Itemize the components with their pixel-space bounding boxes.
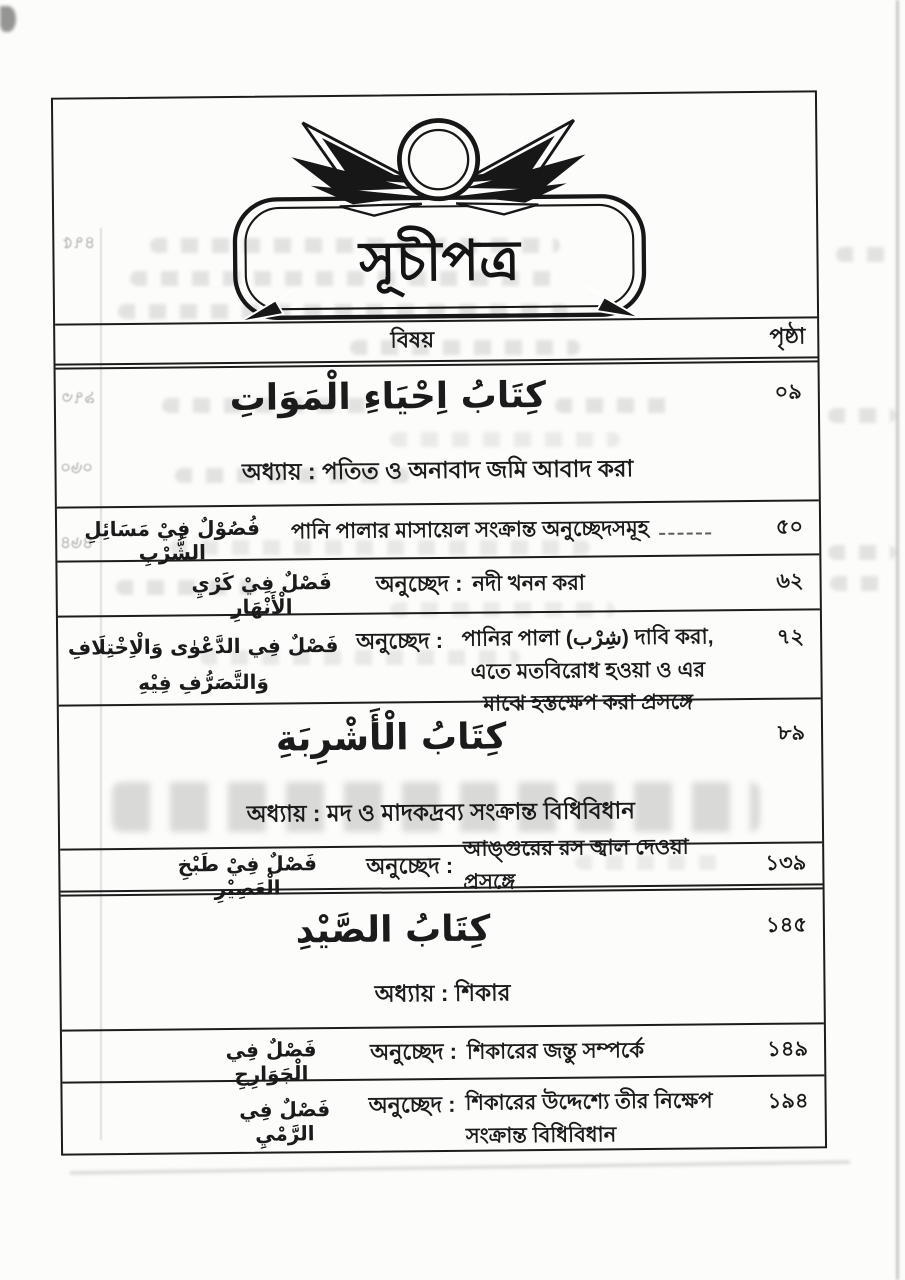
- entry-label: অনুচ্ছেদ :: [366, 852, 454, 879]
- paper-edge-shadow: [896, 0, 899, 1280]
- emblem-section: [53, 92, 817, 323]
- toc-sheet: [51, 90, 827, 1155]
- toc-entry-row: [62, 1024, 824, 1086]
- toc-emblem-graphic: [218, 108, 660, 324]
- scan-corner-smudge: [0, 6, 16, 32]
- page-number: ১৩৯: [765, 850, 807, 875]
- toc-book-block: [56, 362, 819, 508]
- page-number: ১৪৯: [767, 1036, 809, 1061]
- toc-table: [51, 90, 827, 1155]
- entry-description: পানির পালা (شِرْب) দাবি করা, এতে মতবিরোধ হওয়া ও এর মাঝে হস্তক্ষেপ করা প্রসঙ্গে: [461, 625, 714, 716]
- ghost-text-smudge: [828, 408, 896, 423]
- toc-entry-row: [57, 555, 819, 617]
- ghost-text-smudge: [830, 576, 890, 591]
- book-title-arabic: كِتَابُ الْأَشْرِبَةِ: [275, 716, 507, 760]
- ghost-numeral: ৪৭৫: [62, 233, 96, 252]
- ghost-numeral: ৯৭৩: [62, 388, 96, 407]
- entry-description: শিকারের জন্তু সম্পর্কে: [466, 1038, 645, 1064]
- toc-entry-row: [58, 610, 821, 716]
- page-number: ৭২: [776, 625, 805, 649]
- toc-book-block: [59, 699, 822, 850]
- entry-arabic: فَصْلٌ فِي الرَّمْيِ: [239, 1097, 331, 1146]
- entry-arabic: فُصُوْلٌ فِيْ مَسَائِلِ الشُّرْبِ: [84, 515, 260, 565]
- ghost-numeral: ০৬০: [60, 458, 94, 477]
- page-number: ৬২: [776, 569, 804, 593]
- column-header-subject: বিষয়: [390, 326, 435, 352]
- ghost-text-smudge: [836, 247, 894, 262]
- book-title-arabic: كِتَابُ اِحْيَاءِ الْمَوَاتِ: [229, 374, 547, 419]
- paper-bottom-shadow: [70, 1161, 850, 1175]
- toc-entry-row: [62, 1076, 825, 1155]
- toc-book-block: [61, 889, 824, 1031]
- chapter-title: অধ্যায় : শিকার: [374, 979, 511, 1007]
- chapter-title: অধ্যায় : পতিত ও অনাবাদ জমি আবাদ করা: [241, 455, 634, 485]
- table-header-row: [55, 316, 817, 369]
- book-title-arabic: كِتَابُ الصَّيْدِ: [295, 908, 491, 952]
- entry-arabic: فَصْلٌ فِي الدَّعْوٰى وَالْاِخْتِلَافِ وَالتَّصَرُّفِ فِيْهِ: [67, 632, 339, 695]
- ghost-numeral: ৪৬৪: [60, 533, 94, 552]
- emblem-circle-inner: [409, 130, 469, 190]
- toc-entry-row: [60, 836, 822, 901]
- entry-label: অনুচ্ছেদ :: [375, 570, 463, 597]
- entry-arabic: فَصْلٌ فِيْ كَرْيِ الْأَنْهَارِ: [191, 569, 332, 619]
- entry-description: আঙ্গুরের রস জ্বাল দেওয়া প্রসঙ্গে: [462, 836, 689, 894]
- page-number: ৮৯: [777, 721, 806, 745]
- entry-label: অনুচ্ছেদ :: [356, 627, 444, 654]
- entry-description: নদী খনন করা: [472, 571, 586, 596]
- entry-arabic: فَصْلٌ فِي الْجَوَارِحِ: [225, 1037, 317, 1086]
- ghost-text-smudge: [828, 545, 896, 560]
- page-number: ৫০: [775, 515, 804, 539]
- page-title: সূচীপত্র: [358, 229, 521, 293]
- entry-description: শিকারের উদ্দেশ্যে তীর নিক্ষেপ সংক্রান্ত বিধিবিধান: [465, 1089, 713, 1148]
- page-number: ০৯: [774, 380, 802, 404]
- column-header-page: পৃষ্ঠা: [769, 322, 806, 349]
- chapter-title: অধ্যায় : মদ ও মাদকদ্রব্য সংক্রান্ত বিধিবিধান: [246, 797, 636, 827]
- toc-entry-row: [57, 501, 819, 565]
- entry-description: পানি পালার মাসায়েল সংক্রান্ত অনুচ্ছেদসমূহ: [291, 516, 649, 544]
- entry-arabic: فَصْلٌ فِيْ طَبْخِ الْعَصِيْرِ: [177, 851, 318, 901]
- dotted-leader: [659, 532, 711, 535]
- page-number: ১৯৪: [767, 1089, 809, 1113]
- entry-label: অনুচ্ছেদ :: [368, 1091, 456, 1118]
- entry-label: অনুচ্ছেদ :: [369, 1038, 458, 1065]
- page-number: ১৪৫: [765, 913, 808, 937]
